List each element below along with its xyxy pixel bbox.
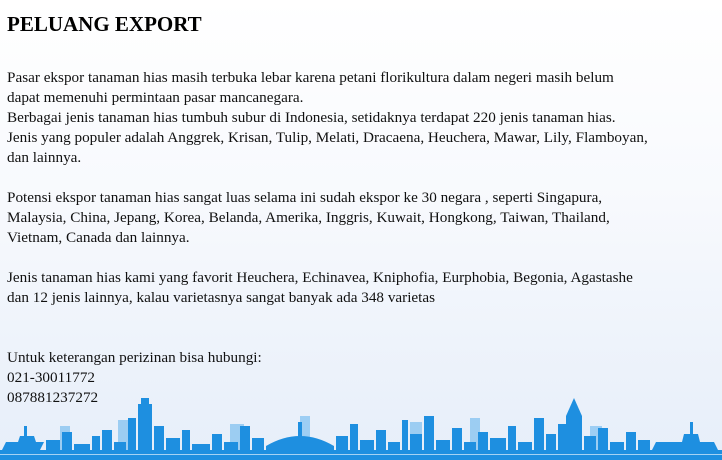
text-line: Potensi ekspor tanaman hias sangat luas selama ini sudah ekspor ke 30 negara , seperti Singapura, bbox=[7, 189, 603, 206]
contact-label: Untuk keterangan perizinan bisa hubungi: bbox=[7, 349, 262, 366]
water-waves bbox=[0, 454, 722, 455]
text-line: dan 12 jenis lainnya, kalau varietasnya sangat banyak ada 348 varietas bbox=[7, 289, 436, 306]
spacer bbox=[7, 168, 717, 188]
contact-block bbox=[7, 348, 717, 408]
contact-phone-1: 021-30011772 bbox=[7, 369, 96, 386]
text-line: Jenis tanaman hias kami yang favorit Heuchera, Echinavea, Kniphofia, Eurphobia, Begonia, Agastashe bbox=[7, 269, 633, 286]
text-line: Vietnam, Canada dan lainnya. bbox=[7, 229, 190, 246]
paragraph-market bbox=[7, 68, 717, 168]
spacer bbox=[7, 248, 717, 268]
text-line: Berbagai jenis tanaman hias tumbuh subur di Indonesia, setidaknya terdapat 220 jenis tanaman hias. bbox=[7, 109, 616, 126]
text-line: Jenis yang populer adalah Anggrek, Krisan, Tulip, Melati, Dracaena, Heuchera, Mawar, Lily, Flamboyan, bbox=[7, 129, 648, 146]
page-title: PELUANG EXPORT bbox=[7, 12, 202, 36]
text-line: dan lainnya. bbox=[7, 149, 82, 166]
paragraph-favorite-plants bbox=[7, 268, 717, 308]
text-line: Pasar ekspor tanaman hias masih terbuka lebar karena petani florikultura dalam negeri masih belum bbox=[7, 69, 614, 86]
contact-phone-2: 087881237272 bbox=[7, 389, 99, 406]
article bbox=[7, 11, 717, 408]
text-line: dapat memenuhi permintaan pasar mancanegara. bbox=[7, 89, 304, 106]
text-line: Malaysia, China, Jepang, Korea, Belanda, Amerika, Inggris, Kuwait, Hongkong, Taiwan, Thailand, bbox=[7, 209, 610, 226]
paragraph-export-potential bbox=[7, 188, 717, 248]
spacer bbox=[7, 308, 717, 348]
